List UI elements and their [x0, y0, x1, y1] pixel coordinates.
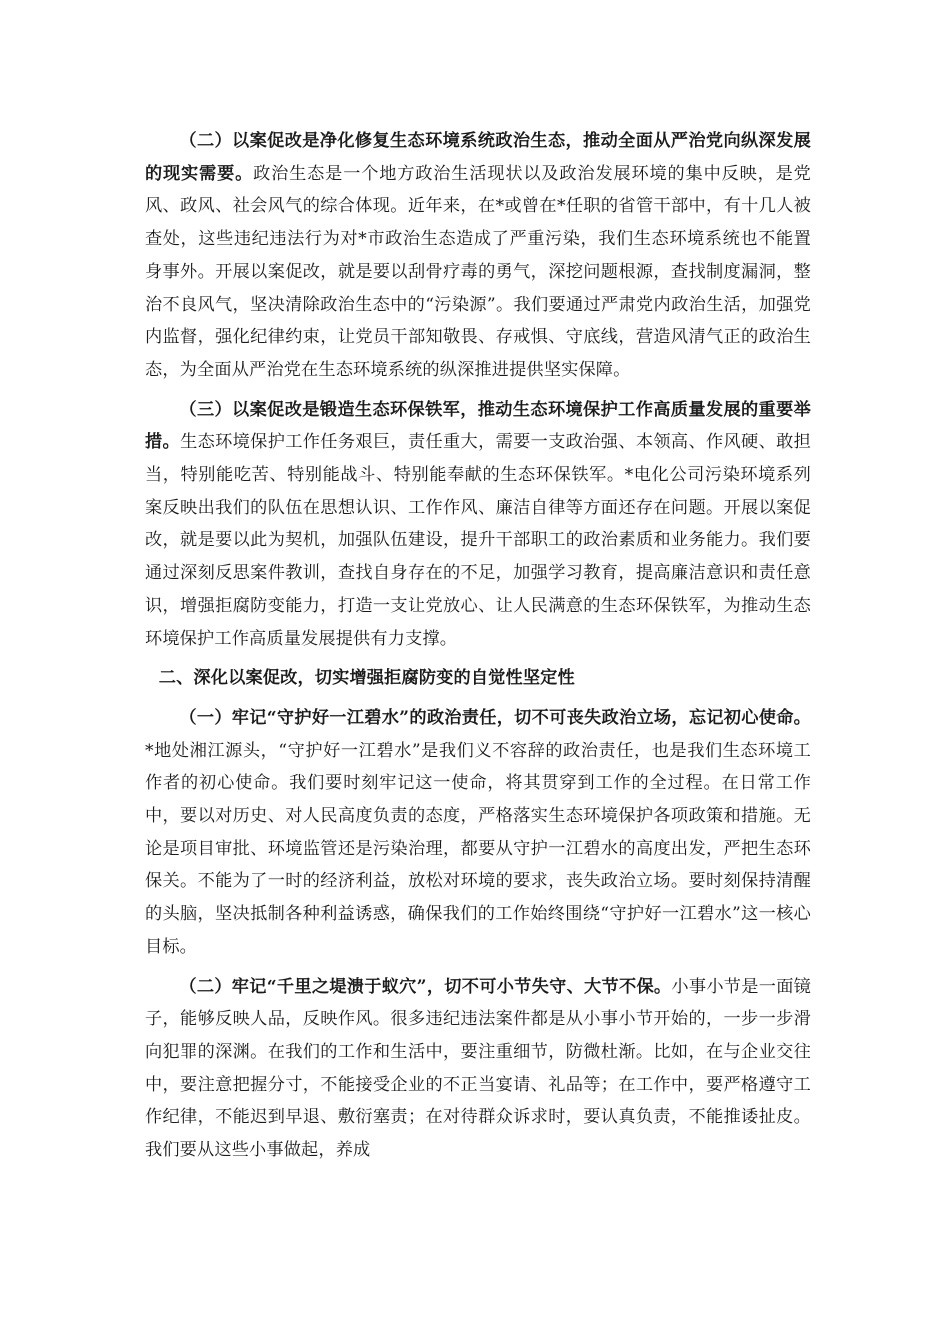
- document-page: [145, 125, 811, 1167]
- paragraph-body: *地处湘江源头，“守护好一江碧水”是我们义不容辞的政治责任，也是我们生态环境工作者的初心使命。我们要时刻牢记这一使命，将其贯穿到工作的全过程。在日常工作中，要以对历史、对人民高度负责的态度，严格落实生态环境保护各项政策和措施。无论是项目审批、环境监管还是污染治理，都要从守护一江碧水的高度出发，严把生态环保关。不能为了一时的经济利益，放松对环境的要求，丧失政治立场。要时刻保持清醒的头脑，坚决抵制各种利益诱惑，确保我们的工作始终围绕“守护好一江碧水”这一核心目标。: [145, 740, 811, 957]
- paragraph-lead: （一）牢记“守护好一江碧水”的政治责任，切不可丧失政治立场，忘记初心使命。: [179, 707, 811, 728]
- paragraph-lead: （二）以案促改是净化修复生态环境系统政治生态，推动全面从严治党向纵深发展的现实需要。: [145, 131, 811, 184]
- paragraph-lead: （二）牢记“千里之堤溃于蚁穴”，切不可小节失守、大节不保。: [179, 976, 672, 997]
- paragraph-body: 政治生态是一个地方政治生活现状以及政治发展环境的集中反映，是党风、政风、社会风气的综合体现。近年来，在*或曾在*任职的省管干部中，有十几人被查处，这些违纪违法行为对*市政治生态造成了严重污染，我们生态环境系统也不能置身事外。开展以案促改，就是要以刮骨疗毒的勇气，深挖问题根源，查找制度漏洞，整治不良风气，坚决清除政治生态中的“污染源”。我们要通过严肃党内政治生活，加强党内监督，强化纪律约束，让党员干部知敬畏、存戒惧、守底线，营造风清气正的政治生态，为全面从严治党在生态环境系统的纵深推进提供坚实保障。: [145, 163, 811, 380]
- paragraph-3-1: [145, 702, 811, 964]
- paragraph-body: 生态环境保护工作任务艰巨，责任重大，需要一支政治强、本领高、作风硬、敢担当，特别能吃苦、特别能战斗、特别能奉献的生态环保铁军。*电化公司污染环境系列案反映出我们的队伍在思想认识、工作作风、廉洁自律等方面还存在问题。开展以案促改，就是要以此为契机，加强队伍建设，提升干部职工的政治素质和业务能力。我们要通过深刻反思案件教训，查找自身存在的不足，加强学习教育，提高廉洁意识和责任意识，增强拒腐防变能力，打造一支让党放心、让人民满意的生态环保铁军，为推动生态环境保护工作高质量发展提供有力支撑。: [145, 432, 811, 649]
- paragraph-2-2: [145, 125, 811, 387]
- paragraph-body: 小事小节是一面镜子，能够反映人品，反映作风。很多违纪违法案件都是从小事小节开始的，一步一步滑向犯罪的深渊。在我们的工作和生活中，要注重细节，防微杜渐。比如，在与企业交往中，要注意把握分寸，不能接受企业的不正当宴请、礼品等；在工作中，要严格遵守工作纪律，不能迟到早退、敷衍塞责；在对待群众诉求时，要认真负责，不能推诿扯皮。我们要从这些小事做起，养成: [145, 976, 812, 1161]
- paragraph-3-2: [145, 971, 811, 1167]
- paragraph-lead: （三）以案促改是锻造生态环保铁军，推动生态环境保护工作高质量发展的重要举措。: [145, 399, 811, 453]
- paragraph-2-3: [145, 394, 811, 656]
- section-heading: 二、深化以案促改，切实增强拒腐防变的自觉性坚定性: [158, 668, 575, 689]
